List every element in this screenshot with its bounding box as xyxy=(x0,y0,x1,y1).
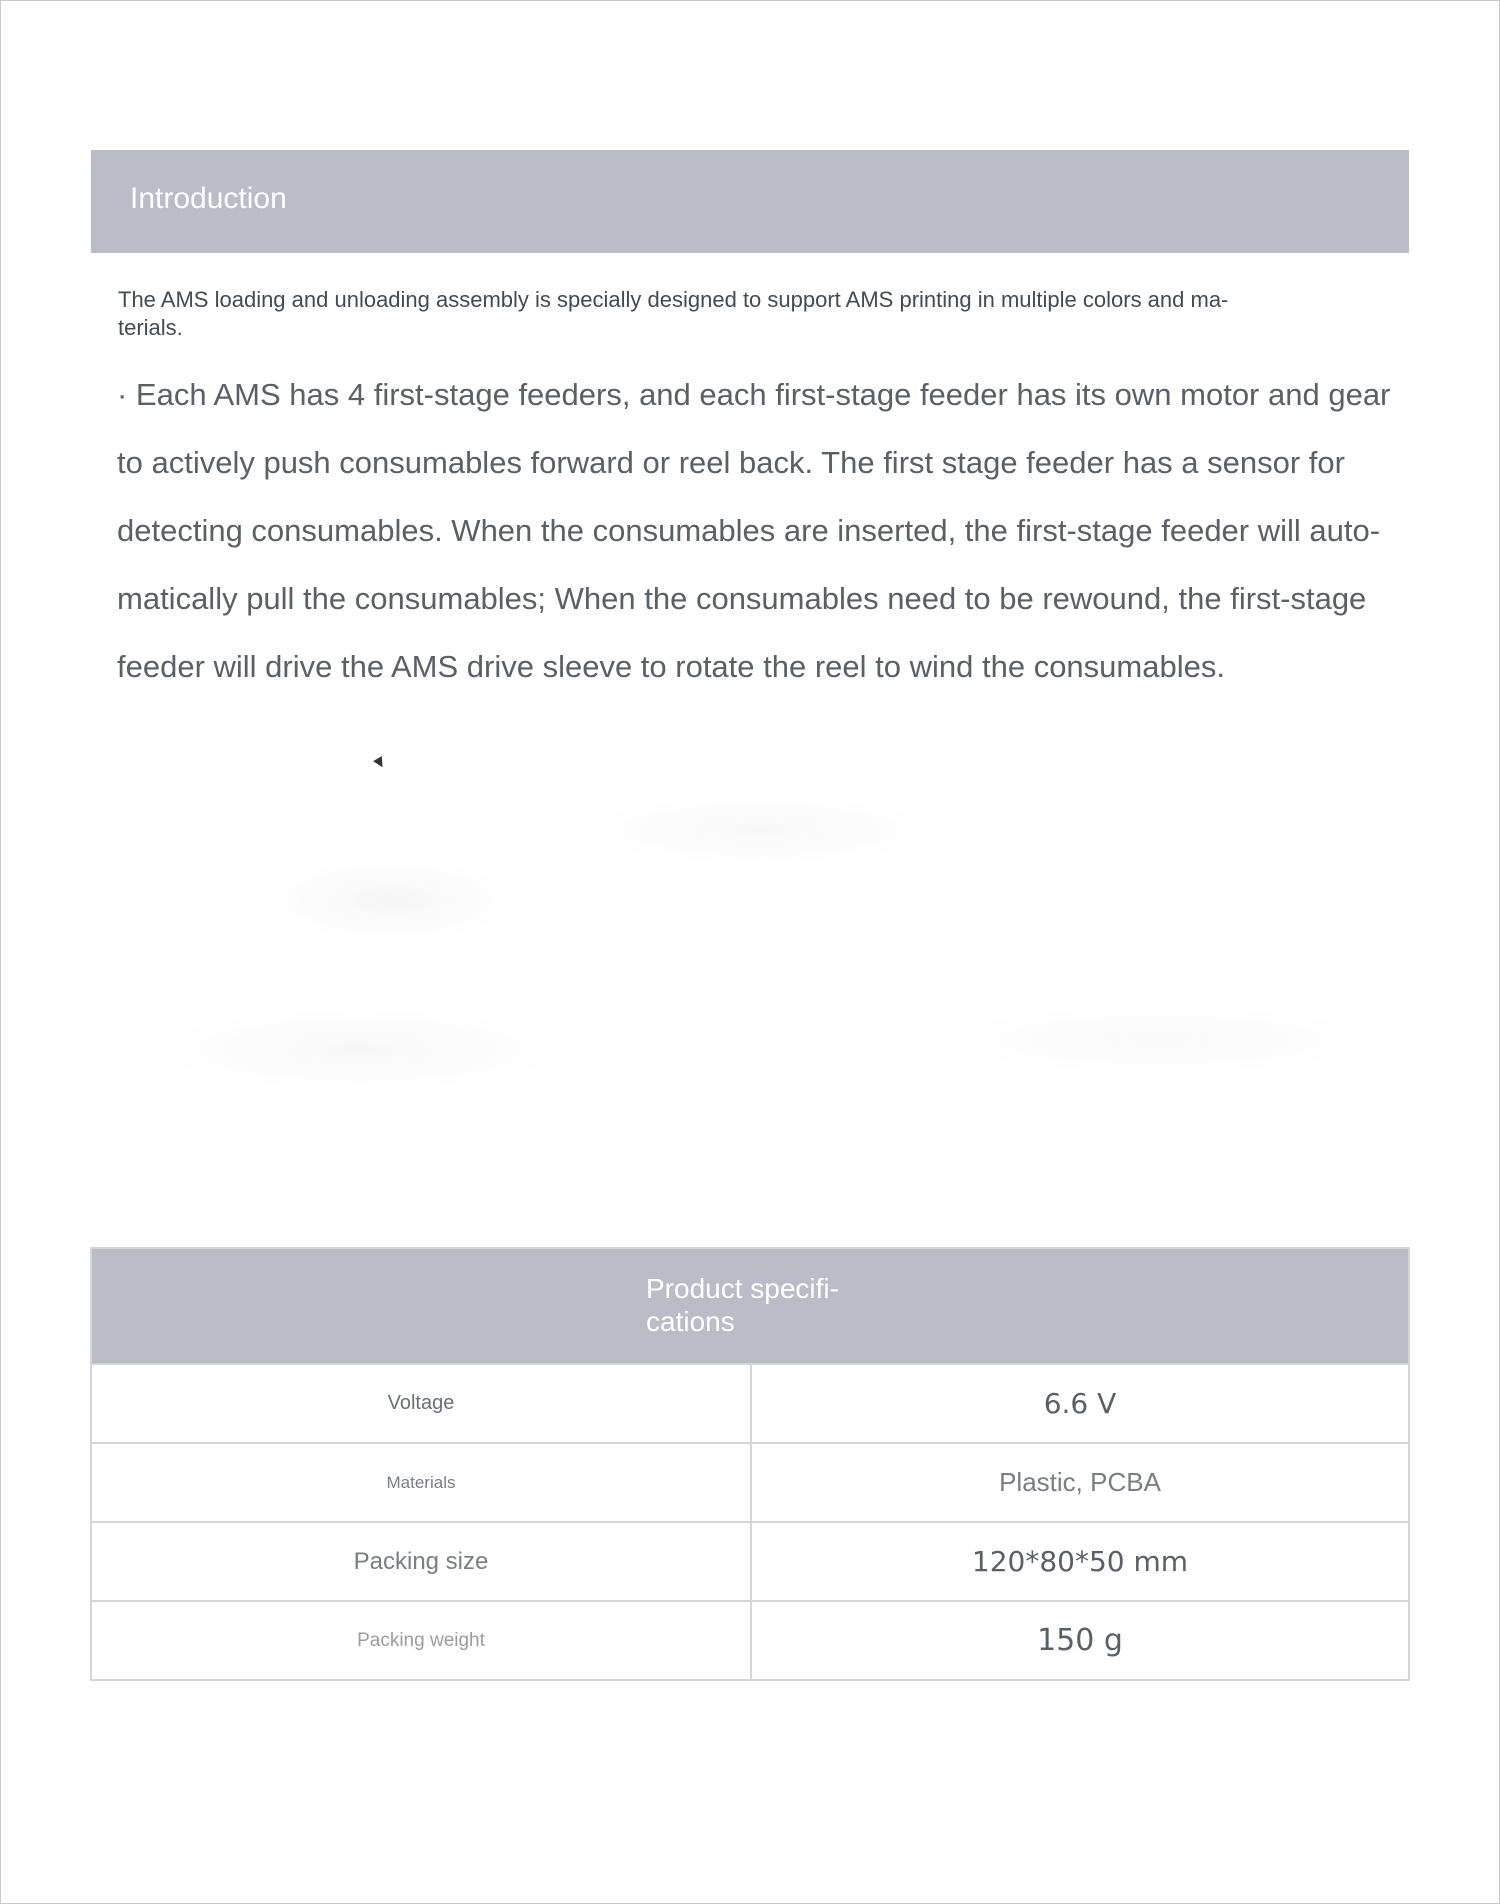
specifications-title xyxy=(646,1272,866,1338)
spec-value: 6.6 V xyxy=(1043,1387,1117,1420)
specifications-table xyxy=(90,1247,1410,1681)
introduction-body-line: · Each AMS has 4 first-stage feeders, and each first-stage feeder has its own motor and gear xyxy=(117,377,1391,412)
introduction-lead-line: terials. xyxy=(118,315,183,340)
spec-row-voltage xyxy=(92,1363,1408,1442)
specifications-title-line: Product specifi- xyxy=(646,1273,839,1304)
introduction-body-line: to actively push consumables forward or reel back. The first stage feeder has a sensor for xyxy=(117,445,1345,480)
introduction-body-line: feeder will drive the AMS drive sleeve to rotate the reel to wind the consumables. xyxy=(117,649,1225,684)
spec-label: Packing weight xyxy=(92,1602,752,1679)
spec-row-packing-size xyxy=(92,1521,1408,1600)
introduction-body xyxy=(117,361,1407,701)
introduction-lead xyxy=(118,286,1348,342)
spec-label: Voltage xyxy=(92,1365,752,1442)
spec-row-materials xyxy=(92,1442,1408,1521)
introduction-body-line: matically pull the consumables; When the consumables need to be rewound, the first-stage xyxy=(117,581,1367,616)
faded-product-image xyxy=(60,720,1460,1150)
spec-row-packing-weight xyxy=(92,1600,1408,1679)
spec-label: Materials xyxy=(92,1444,752,1521)
introduction-title: Introduction xyxy=(130,182,287,215)
spec-value: 150 g xyxy=(1037,1623,1123,1658)
introduction-body-line: detecting consumables. When the consumables are inserted, the first-stage feeder will auto- xyxy=(117,513,1381,548)
specifications-title-line: cations xyxy=(646,1306,735,1337)
introduction-lead-line: The AMS loading and unloading assembly is specially designed to support AMS printing in multiple colors and ma- xyxy=(118,287,1229,312)
specifications-header xyxy=(92,1249,1408,1363)
introduction-header xyxy=(91,150,1409,253)
spec-label: Packing size xyxy=(92,1523,752,1600)
spec-value: 120*80*50 mm xyxy=(971,1545,1189,1578)
spec-value: Plastic, PCBA xyxy=(999,1467,1161,1497)
